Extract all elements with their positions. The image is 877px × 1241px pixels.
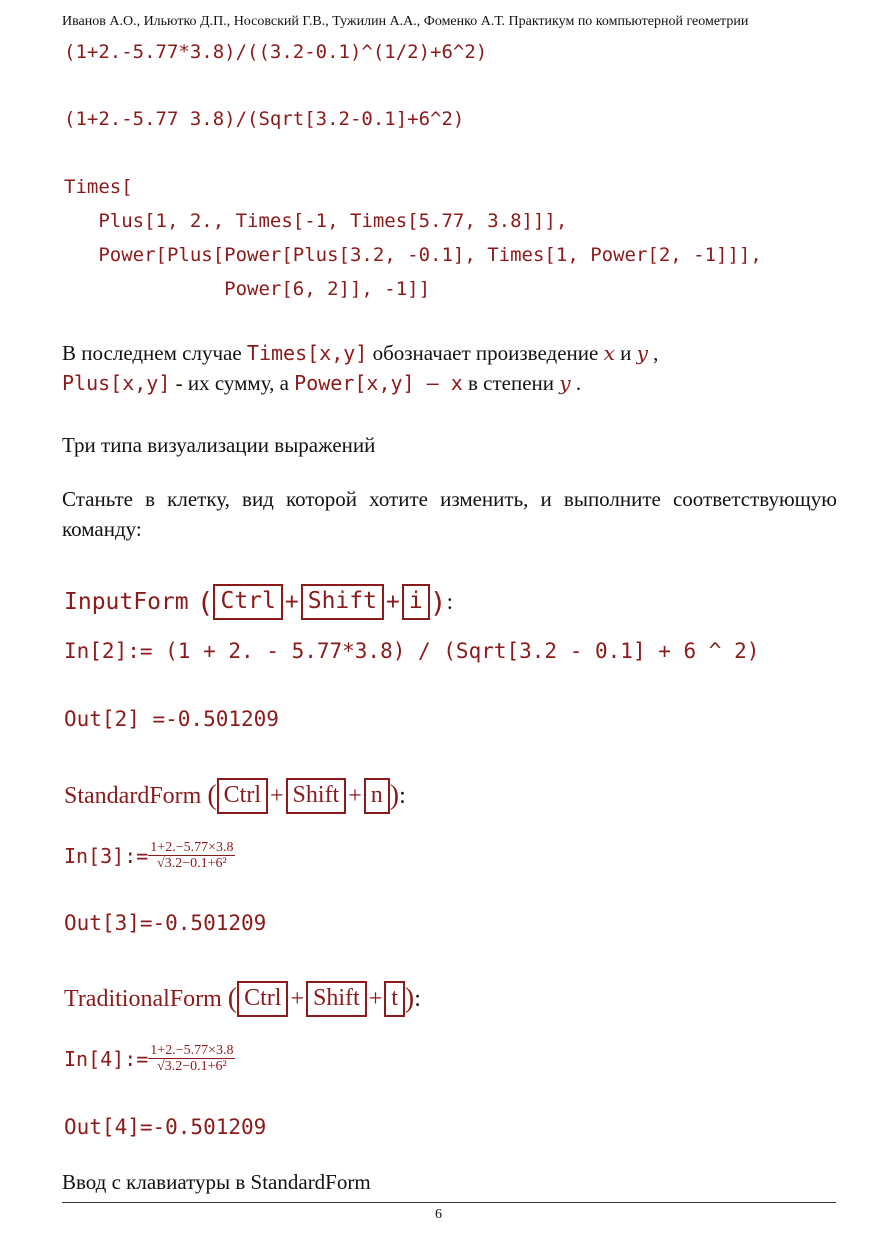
fraction [148,1043,235,1074]
text-span: в степени [462,371,560,395]
n-key: n [364,778,390,814]
code-fullform-block [64,176,762,300]
shift-key: Shift [306,981,367,1017]
in-prefix: In[3]:= [64,843,149,868]
paragraph-instruction: Станьте в клетку, вид которой хотите изменить, и выполните соответствующую команду: [62,487,837,541]
open-paren: ( [227,983,238,1014]
page-number: 6 [435,1207,442,1222]
colon: : [414,985,421,1012]
close-paren: ) [389,780,400,811]
fraction-denominator: √3.2−0.1+6² [157,856,227,871]
page-header: Иванов А.О., Ильютко Д.П., Носовский Г.В., Тужилин А.А., Фоменко А.Т. Практикум по компьютерной геометрии [62,14,749,29]
inline-code-power: Power[x,y] – x [294,371,463,395]
in-prefix: In[4]:= [64,1046,149,1071]
paragraph-explanation [62,338,837,398]
plus-sign: + [284,589,299,615]
open-paren: ( [207,780,217,811]
close-paren: ) [404,983,415,1014]
plus-sign: + [385,589,400,615]
standardform-shortcut-line [64,778,406,814]
plus-sign: + [368,985,383,1012]
inline-code-times: Times[x,y] [246,341,368,365]
colon: : [446,589,453,614]
i-key: i [402,584,430,620]
traditionalform-shortcut-line [64,981,421,1017]
code-line: Power[6, 2]], -1]] [64,278,431,300]
text-span: В последнем случае [62,341,247,365]
text-span: и [614,341,637,365]
t-key: t [384,981,405,1017]
code-line: Power[Plus[Power[Plus[3.2, -0.1], Times[1, Power[2, -1]]], [64,244,762,266]
text-span: . [570,371,582,395]
code-line: Plus[1, 2., Times[-1, Times[5.77, 3.8]]], [64,210,568,232]
inputform-in-cell: In[2]:= (1 + 2. - 5.77*3.8) / (Sqrt[3.2 - 0.1] + 6 ^ 2) [64,639,760,663]
colon: : [399,782,406,809]
shift-key: Shift [301,584,384,620]
heading-visualization-types: Три типа визуализации выражений [62,433,376,457]
inline-code-plus: Plus[x,y] [62,371,171,395]
inputform-label: InputForm [64,589,189,615]
variable-x: x [603,341,615,365]
plus-sign: + [348,782,362,809]
open-paren: ( [196,585,214,619]
fraction-denominator: √3.2−0.1+6² [157,1059,227,1074]
traditionalform-in-cell [64,1043,235,1074]
text-span: обозначает произведение [367,341,604,365]
variable-y: y [636,341,648,365]
ctrl-key: Ctrl [217,778,268,814]
variable-y: y [559,371,571,395]
traditionalform-out-cell: Out[4]=-0.501209 [64,1115,267,1139]
fraction [148,840,235,871]
text-span: , [647,341,659,365]
close-paren: ) [429,585,447,619]
fraction-numerator: 1+2.−5.77×3.8 [150,1043,234,1058]
traditionalform-label: TraditionalForm [64,985,222,1012]
footer-divider [62,1202,836,1203]
plus-sign: + [290,985,305,1012]
standardform-in-cell [64,840,235,871]
ctrl-key: Ctrl [213,584,282,620]
heading-keyboard-input: Ввод с клавиатуры в StandardForm [62,1170,371,1194]
inputform-out-cell: Out[2] =-0.501209 [64,707,279,731]
inputform-shortcut-line [64,584,453,620]
standardform-out-cell: Out[3]=-0.501209 [64,911,267,935]
fraction-numerator: 1+2.−5.77×3.8 [150,840,234,855]
code-expression-2: (1+2.-5.77 3.8)/(Sqrt[3.2-0.1]+6^2) [64,108,465,130]
ctrl-key: Ctrl [237,981,288,1017]
shift-key: Shift [286,778,347,814]
standardform-label: StandardForm [64,782,202,809]
text-span: - их сумму, а [170,371,295,395]
plus-sign: + [270,782,284,809]
code-expression-1: (1+2.-5.77*3.8)/((3.2-0.1)^(1/2)+6^2) [64,41,488,63]
code-line: Times[ [64,176,133,198]
